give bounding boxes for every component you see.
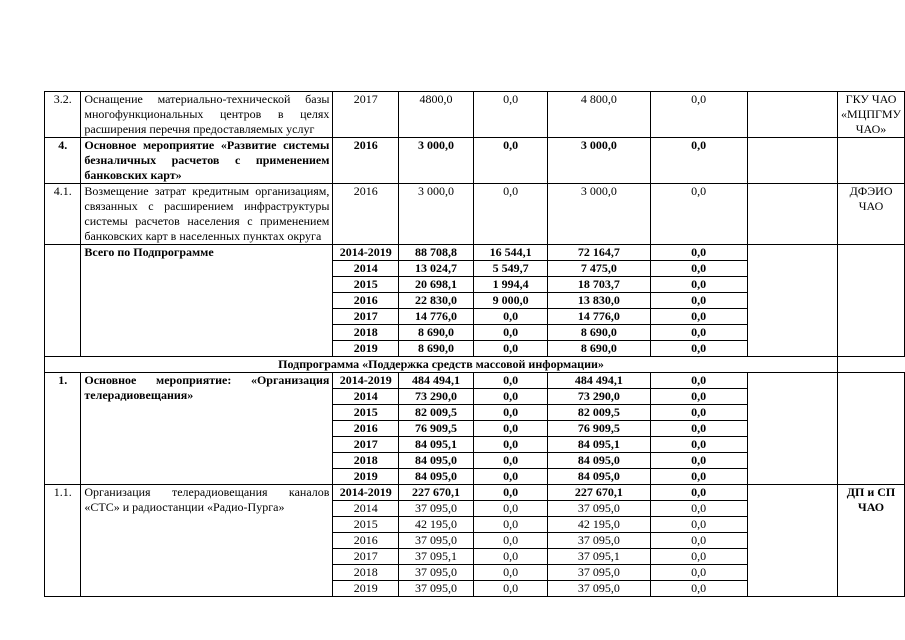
year-cell: 2015 bbox=[333, 517, 399, 533]
regional-cell: 14 776,0 bbox=[548, 309, 650, 325]
responsible-executor: ДП и СП ЧАО bbox=[838, 485, 905, 597]
regional-cell: 37 095,0 bbox=[548, 501, 650, 517]
federal-cell: 0,0 bbox=[474, 309, 548, 325]
regional-cell: 13 830,0 bbox=[548, 293, 650, 309]
total-cell: 4800,0 bbox=[399, 92, 474, 138]
spacer-cell bbox=[747, 184, 837, 245]
other-cell: 0,0 bbox=[650, 533, 747, 549]
other-cell: 0,0 bbox=[650, 501, 747, 517]
item-number: 4. bbox=[45, 138, 81, 184]
item-description: Всего по Подпрограмме bbox=[81, 245, 333, 357]
regional-cell: 82 009,5 bbox=[548, 405, 650, 421]
regional-cell: 37 095,0 bbox=[548, 533, 650, 549]
federal-cell: 5 549,7 bbox=[474, 261, 548, 277]
total-cell: 484 494,1 bbox=[399, 373, 474, 389]
section-heading: Подпрограмма «Поддержка средств массовой информации» bbox=[45, 357, 838, 373]
federal-cell: 0,0 bbox=[474, 533, 548, 549]
year-cell: 2019 bbox=[333, 341, 399, 357]
total-cell: 37 095,0 bbox=[399, 533, 474, 549]
item-number: 1.1. bbox=[45, 485, 81, 597]
total-cell: 13 024,7 bbox=[399, 261, 474, 277]
total-cell: 14 776,0 bbox=[399, 309, 474, 325]
other-cell: 0,0 bbox=[650, 405, 747, 421]
total-cell: 8 690,0 bbox=[399, 341, 474, 357]
other-cell: 0,0 bbox=[650, 453, 747, 469]
item-number bbox=[45, 245, 81, 357]
spacer-cell bbox=[747, 92, 837, 138]
other-cell: 0,0 bbox=[650, 517, 747, 533]
total-cell: 22 830,0 bbox=[399, 293, 474, 309]
regional-cell: 37 095,0 bbox=[548, 581, 650, 597]
other-cell: 0,0 bbox=[650, 581, 747, 597]
year-cell: 2014-2019 bbox=[333, 245, 399, 261]
total-cell: 42 195,0 bbox=[399, 517, 474, 533]
total-cell: 84 095,0 bbox=[399, 453, 474, 469]
regional-cell: 37 095,0 bbox=[548, 565, 650, 581]
year-cell: 2018 bbox=[333, 325, 399, 341]
item-description: Основное мероприятие «Развитие системы безналичных расчетов с применением банковских карт» bbox=[81, 138, 333, 184]
regional-cell: 72 164,7 bbox=[548, 245, 650, 261]
total-cell: 84 095,0 bbox=[399, 469, 474, 485]
funding-table bbox=[44, 91, 905, 597]
year-cell: 2019 bbox=[333, 581, 399, 597]
total-cell: 3 000,0 bbox=[399, 138, 474, 184]
federal-cell: 9 000,0 bbox=[474, 293, 548, 309]
federal-cell: 0,0 bbox=[474, 469, 548, 485]
item-number: 3.2. bbox=[45, 92, 81, 138]
year-cell: 2016 bbox=[333, 184, 399, 245]
year-cell: 2014-2019 bbox=[333, 373, 399, 389]
regional-cell: 84 095,0 bbox=[548, 469, 650, 485]
item-number: 1. bbox=[45, 373, 81, 485]
responsible-executor bbox=[838, 245, 905, 357]
year-cell: 2014-2019 bbox=[333, 485, 399, 501]
regional-cell: 84 095,0 bbox=[548, 453, 650, 469]
regional-cell: 73 290,0 bbox=[548, 389, 650, 405]
section-row bbox=[45, 357, 905, 373]
regional-cell: 84 095,1 bbox=[548, 437, 650, 453]
year-cell: 2016 bbox=[333, 421, 399, 437]
federal-cell: 0,0 bbox=[474, 501, 548, 517]
other-cell: 0,0 bbox=[650, 549, 747, 565]
total-cell: 8 690,0 bbox=[399, 325, 474, 341]
regional-cell: 484 494,1 bbox=[548, 373, 650, 389]
year-cell: 2017 bbox=[333, 437, 399, 453]
total-cell: 3 000,0 bbox=[399, 184, 474, 245]
regional-cell: 42 195,0 bbox=[548, 517, 650, 533]
year-cell: 2014 bbox=[333, 389, 399, 405]
federal-cell: 0,0 bbox=[474, 453, 548, 469]
other-cell: 0,0 bbox=[650, 293, 747, 309]
other-cell: 0,0 bbox=[650, 389, 747, 405]
year-cell: 2016 bbox=[333, 293, 399, 309]
year-cell: 2018 bbox=[333, 565, 399, 581]
other-cell: 0,0 bbox=[650, 138, 747, 184]
responsible-executor: ГКУ ЧАО «МЦПГМУ ЧАО» bbox=[838, 92, 905, 138]
spacer-cell bbox=[747, 485, 837, 597]
other-cell: 0,0 bbox=[650, 341, 747, 357]
regional-cell: 3 000,0 bbox=[548, 184, 650, 245]
year-cell: 2015 bbox=[333, 277, 399, 293]
total-cell: 37 095,1 bbox=[399, 549, 474, 565]
year-cell: 2015 bbox=[333, 405, 399, 421]
spacer-cell bbox=[747, 138, 837, 184]
total-cell: 37 095,0 bbox=[399, 501, 474, 517]
year-cell: 2014 bbox=[333, 501, 399, 517]
federal-cell: 0,0 bbox=[474, 549, 548, 565]
year-cell: 2017 bbox=[333, 549, 399, 565]
responsible-executor bbox=[838, 138, 905, 184]
item-description: Организация телерадиовещания каналов «СТС» и радиостанции «Радио-Пурга» bbox=[81, 485, 333, 597]
other-cell: 0,0 bbox=[650, 565, 747, 581]
total-cell: 76 909,5 bbox=[399, 421, 474, 437]
other-cell: 0,0 bbox=[650, 184, 747, 245]
total-cell: 73 290,0 bbox=[399, 389, 474, 405]
year-cell: 2017 bbox=[333, 309, 399, 325]
federal-cell: 0,0 bbox=[474, 437, 548, 453]
federal-cell: 0,0 bbox=[474, 405, 548, 421]
year-cell: 2018 bbox=[333, 453, 399, 469]
federal-cell: 0,0 bbox=[474, 389, 548, 405]
item-description: Основное мероприятие: «Организация телерадиовещания» bbox=[81, 373, 333, 485]
regional-cell: 3 000,0 bbox=[548, 138, 650, 184]
regional-cell: 227 670,1 bbox=[548, 485, 650, 501]
table-row bbox=[45, 245, 905, 261]
federal-cell: 0,0 bbox=[474, 184, 548, 245]
federal-cell: 0,0 bbox=[474, 485, 548, 501]
total-cell: 88 708,8 bbox=[399, 245, 474, 261]
federal-cell: 0,0 bbox=[474, 138, 548, 184]
regional-cell: 8 690,0 bbox=[548, 325, 650, 341]
other-cell: 0,0 bbox=[650, 261, 747, 277]
year-cell: 2017 bbox=[333, 92, 399, 138]
table-row bbox=[45, 138, 905, 184]
other-cell: 0,0 bbox=[650, 373, 747, 389]
total-cell: 82 009,5 bbox=[399, 405, 474, 421]
other-cell: 0,0 bbox=[650, 469, 747, 485]
total-cell: 20 698,1 bbox=[399, 277, 474, 293]
total-cell: 37 095,0 bbox=[399, 565, 474, 581]
other-cell: 0,0 bbox=[650, 421, 747, 437]
federal-cell: 0,0 bbox=[474, 92, 548, 138]
regional-cell: 4 800,0 bbox=[548, 92, 650, 138]
spacer-cell bbox=[747, 245, 837, 357]
federal-cell: 1 994,4 bbox=[474, 277, 548, 293]
federal-cell: 0,0 bbox=[474, 565, 548, 581]
table-row bbox=[45, 373, 905, 389]
year-cell: 2016 bbox=[333, 138, 399, 184]
item-description: Оснащение материально-технической базы многофункциональных центров в целях расширения перечня предоставляемых услуг bbox=[81, 92, 333, 138]
federal-cell: 0,0 bbox=[474, 325, 548, 341]
table-row bbox=[45, 92, 905, 138]
total-cell: 84 095,1 bbox=[399, 437, 474, 453]
other-cell: 0,0 bbox=[650, 485, 747, 501]
federal-cell: 0,0 bbox=[474, 421, 548, 437]
other-cell: 0,0 bbox=[650, 325, 747, 341]
total-cell: 227 670,1 bbox=[399, 485, 474, 501]
regional-cell: 18 703,7 bbox=[548, 277, 650, 293]
regional-cell: 37 095,1 bbox=[548, 549, 650, 565]
federal-cell: 0,0 bbox=[474, 341, 548, 357]
federal-cell: 0,0 bbox=[474, 581, 548, 597]
federal-cell: 0,0 bbox=[474, 373, 548, 389]
total-cell: 37 095,0 bbox=[399, 581, 474, 597]
table-row bbox=[45, 184, 905, 245]
responsible-executor bbox=[838, 373, 905, 485]
year-cell: 2014 bbox=[333, 261, 399, 277]
regional-cell: 76 909,5 bbox=[548, 421, 650, 437]
federal-cell: 16 544,1 bbox=[474, 245, 548, 261]
regional-cell: 7 475,0 bbox=[548, 261, 650, 277]
year-cell: 2019 bbox=[333, 469, 399, 485]
other-cell: 0,0 bbox=[650, 92, 747, 138]
other-cell: 0,0 bbox=[650, 309, 747, 325]
year-cell: 2016 bbox=[333, 533, 399, 549]
item-number: 4.1. bbox=[45, 184, 81, 245]
responsible-executor: ДФЭИО ЧАО bbox=[838, 184, 905, 245]
regional-cell: 8 690,0 bbox=[548, 341, 650, 357]
federal-cell: 0,0 bbox=[474, 517, 548, 533]
other-cell: 0,0 bbox=[650, 277, 747, 293]
spacer-cell bbox=[747, 373, 837, 485]
other-cell: 0,0 bbox=[650, 437, 747, 453]
item-description: Возмещение затрат кредитным организациям, связанных с расширением инфраструктуры системы расчетов населения с применением банковских карт в населенных пунктах округа bbox=[81, 184, 333, 245]
table-row bbox=[45, 485, 905, 501]
other-cell: 0,0 bbox=[650, 245, 747, 261]
